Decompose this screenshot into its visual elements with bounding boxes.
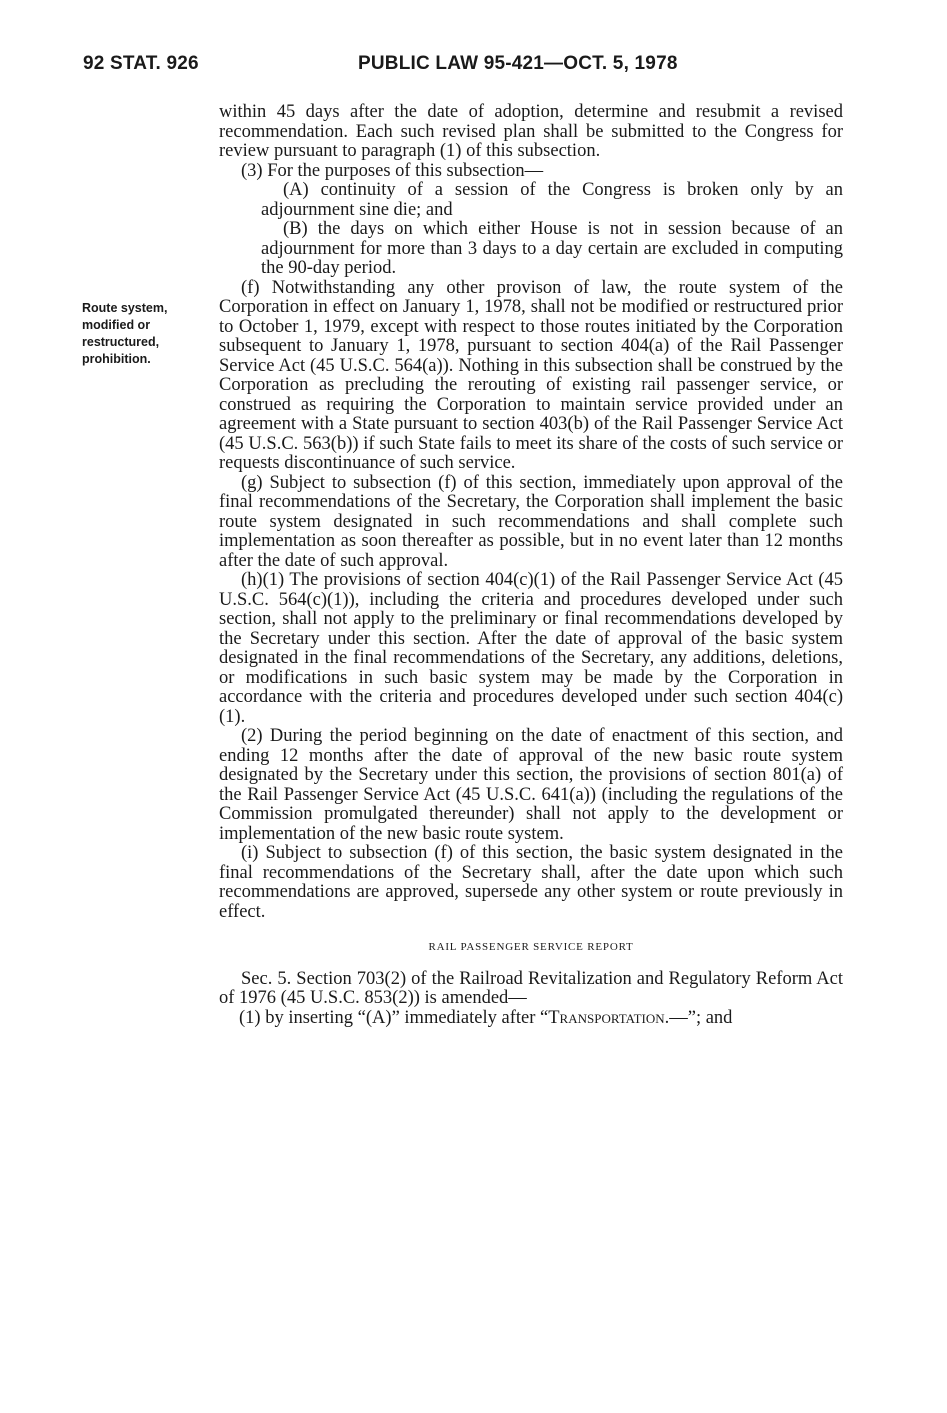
body-text (219, 103, 843, 1028)
section-5-text: Sec. 5. Section 703(2) of the Railroad Revitalization and Regulatory Reform Act of 1976 (45 U.S.C. 853(2)) is amended— (219, 968, 843, 1008)
margin-note-line: Route system, (82, 301, 168, 315)
paragraph-h2: (2) During the period beginning on the date of enactment of this section, and ending 12 months after the date of approval of the new basic route system designated by the Secretary under this section, the provisions of section 801(a) of the Rail Passenger Service Act (45 U.S.C. 641(a)) (including the regulations of the Commission promulgated thereunder) shall not apply to the development or implementation of the new basic route system. (219, 726, 843, 844)
item-1-smallcaps: Transportation. (548, 1007, 670, 1028)
item-1-suffix: —”; and (669, 1007, 733, 1028)
margin-note (82, 300, 207, 368)
paragraph-f: (f) Notwithstanding any other provison of law, the route system of the Corporation in effect on January 1, 1978, shall not be modified or restructured prior to October 1, 1979, except with respect to those routes initiated by the Corporation subsequent to January 1, 1978, pursuant to section 404(a) of the Rail Passenger Service Act (45 U.S.C. 564(a)). Nothing in this subsection shall be construed by the Corporation as precluding the rerouting of existing rail passenger service, or construed as requiring the Corporation to maintain service provided under an agreement with a State pursuant to section 403(b) of the Rail Passenger Service Act (45 U.S.C. 563(b)) if such State fails to meet its share of the costs of such service or requests discontinuance of such service. (219, 277, 843, 473)
page-reference: 92 STAT. 926 (83, 53, 199, 74)
paragraph-continuation: within 45 days after the date of adoption, determine and resubmit a revised recommendation. Each such revised plan shall be submitted to the Congress for review pursuant to paragraph (1) of this subsection. (219, 102, 843, 161)
page-header-title: PUBLIC LAW 95-421—OCT. 5, 1978 (358, 53, 678, 74)
section-heading: RAIL PASSENGER SERVICE REPORT (428, 941, 634, 953)
margin-note-line: modified or (82, 318, 151, 332)
item-1-prefix: (1) by inserting “(A)” immediately after “ (239, 1007, 549, 1028)
margin-note-line: restructured, (82, 335, 160, 349)
margin-note-line: prohibition. (82, 352, 151, 366)
paragraph-3a: (A) continuity of a session of the Congress is broken only by an adjournment sine die; and (261, 180, 843, 220)
paragraph-i: (i) Subject to subsection (f) of this section, the basic system designated in the final recommendations of the Secretary shall, after the date upon which such recommendations are approved, supersede any other system or route previously in effect. (219, 843, 843, 922)
paragraph-3b: (B) the days on which either House is not in session because of an adjournment for more than 3 days to a day certain are excluded in computing the 90-day period. (261, 219, 843, 278)
paragraph-h1: (h)(1) The provisions of section 404(c)(1) of the Rail Passenger Service Act (45 U.S.C. 564(c)(1)), including the criteria and procedures developed under such section, shall not apply to the preliminary or final recommendations developed by the Secretary under this section. After the date of approval of the basic system designated in the final recommendations of the Secretary, any additions, deletions, or modifications in such basic system may be made by the Corporation in accordance with the criteria and procedures developed under such section 404(c)(1). (219, 570, 843, 727)
paragraph-3: (3) For the purposes of this subsection— (241, 160, 544, 181)
paragraph-g: (g) Subject to subsection (f) of this section, immediately upon approval of the final recommendations of the Secretary, the Corporation shall implement the basic route system designated in such recommendations and shall complete such implementation as soon thereafter as possible, but in no event later than 12 months after the date of such approval. (219, 472, 843, 571)
section-5-item-1 (219, 1009, 843, 1029)
